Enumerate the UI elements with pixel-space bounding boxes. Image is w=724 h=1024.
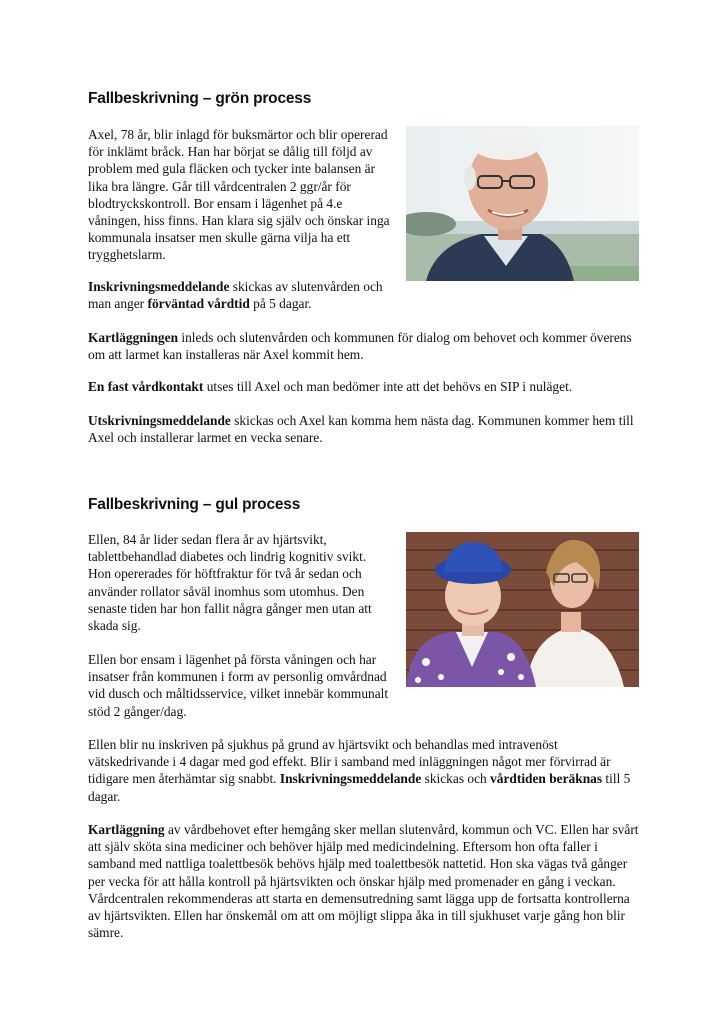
axel-discharge-paragraph: Utskrivningsmeddelande skickas och Axel kan komma hem nästa dag. Kommunen kommer hem till Axel och installerar larmet en vecka senare.	[88, 413, 634, 446]
ellen-intro-paragraph: Ellen, 84 år lider sedan flera år av hjärtsvikt, tablettbehandlad diabetes och lindrig kognitiv svikt. Hon opererades för höftfraktur för två år sedan och använder rollator såväl inomhus som utomhus. Den senaste tiden har hon fallit några gånger men utan att skada sig.	[88, 532, 372, 634]
axel-assessment-paragraph: Kartläggningen inleds och slutenvården och kommunen för dialog om behovet och kommer överens om att larmet kan installeras när Axel kommit hem.	[88, 330, 632, 363]
axel-care-contact-paragraph: En fast vårdkontakt utses till Axel och man bedömer inte att det behövs en SIP i nuläget.	[88, 379, 573, 394]
axel-intro-paragraph: Axel, 78 år, blir inlagd för buksmärtor och blir opererad för inklämt bråck. Han har börjat se dålig till följd av problem med gula fläcken och tycker inte balansen är lika bra längre. Går till vårdcentralen 2 ggr/år för blodtryckskontroll. Bor ensam i lägenhet på 4.e våningen, hiss finns. Han klara sig själv och önskar inga kommunala insatser men skulle gärna vilja ha ett trygghetslarm.	[88, 127, 390, 263]
ellen-assessment-paragraph: Kartläggning av vårdbehovet efter hemgång sker mellan slutenvård, kommun och VC. Ellen har svårt att själv sköta sina mediciner och behöver hjälp med medicindelning. Eftersom hon ofta faller i samband med nattliga toalettbesök behövs hjälp med toalettbesök nattetid. Hon ska vägas två gånger per vecka för att hålla kontroll på hjärtsvikten och önskar hjälp med promenader en gång i veckan. Vårdcentralen rekommenderas att starta en demensutredning samt lägga upp de fortsatta kontrollerna av hjärtsvikten. Ellen har önskemål om att om möjligt slippa åka in till sjukhuset varje gång hon blir sämre.	[88, 822, 639, 941]
section-heading-green-process: Fallbeskrivning – grön process	[88, 90, 312, 107]
photo-elderly-man	[406, 126, 639, 281]
ellen-living-situation-paragraph: Ellen bor ensam i lägenhet på första våningen och har insatser från kommunen i form av personlig omvårdnad vid dusch och måltidsservice, vilket innebär kommunalt stöd 2 gånger/dag.	[88, 652, 389, 719]
axel-admission-paragraph: Inskrivningsmeddelande skickas av slutenvården och man anger förväntad vårdtid på 5 dagar.	[88, 279, 383, 312]
ellen-admission-paragraph: Ellen blir nu inskriven på sjukhus på grund av hjärtsvikt och behandlas med intravenöst vätskedrivande i 4 dagar med god effekt. Blir i samband med inläggningen något mer förvirrad är tidigare men återhämtar sig snabbt. Inskrivningsmeddelande skickas och vårdtiden beräknas till 5 dagar.	[88, 737, 631, 804]
photo-elderly-woman-with-carer	[406, 532, 639, 687]
section-heading-yellow-process: Fallbeskrivning – gul process	[88, 496, 301, 513]
